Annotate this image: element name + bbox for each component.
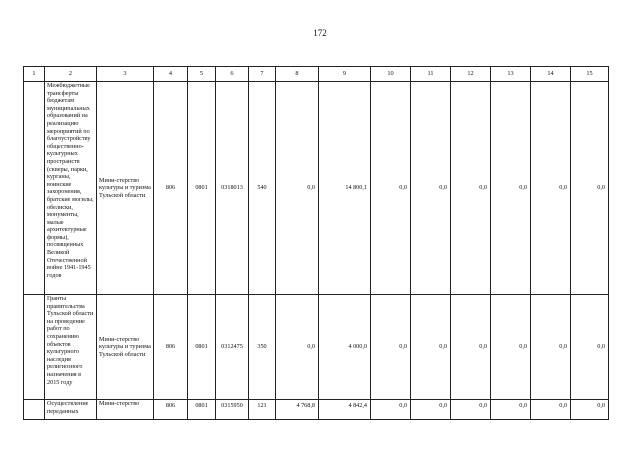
- cell-code-5: 0801: [188, 295, 216, 400]
- header-cell: 3: [97, 67, 154, 82]
- cell-value-8: 0,0: [276, 295, 319, 400]
- header-cell: 11: [411, 67, 451, 82]
- cell-value-11: 0,0: [411, 82, 451, 295]
- header-cell: 14: [531, 67, 571, 82]
- cell-value-12: 0,0: [451, 400, 491, 420]
- cell-code-7: 350: [249, 295, 276, 400]
- budget-table: [23, 66, 609, 420]
- row-name-cell: Осуществление переданных: [45, 400, 97, 420]
- page-number: 172: [313, 28, 327, 38]
- cell-value-9: 4 842,4: [319, 400, 371, 420]
- cell-value-15: 0,0: [571, 295, 609, 400]
- row-org-cell: Мини-стерство культуры и туризма Тульской области: [97, 82, 154, 295]
- cell-value-15: 0,0: [571, 82, 609, 295]
- header-cell: 15: [571, 67, 609, 82]
- cell-value-8: 4 768,8: [276, 400, 319, 420]
- cell-value-13: 0,0: [491, 400, 531, 420]
- cell-code-7: 121: [249, 400, 276, 420]
- cell-code-4: 806: [154, 400, 188, 420]
- row-name-cell: Межбюджетные трансферты бюджетам муниципальных образований на реализацию мероприятий по благоустройству общественно-культурных пространств (скверы, парки, курганы, воинские захоронения, братские могилы, обелиски, монументы, малые архитектурные формы), посвященных Великой Отечественной войне 1941-1945 годов: [45, 82, 97, 295]
- header-cell: 1: [24, 67, 45, 82]
- cell-code-7: 540: [249, 82, 276, 295]
- header-cell: 8: [276, 67, 319, 82]
- cell-value-9: 14 800,1: [319, 82, 371, 295]
- row-name-cell: Гранты правительства Тульской области на проведение работ по сохранению объектов культурного наследия религиозного назначения в 2015 году: [45, 295, 97, 400]
- header-cell: 7: [249, 67, 276, 82]
- cell-value-9: 4 000,0: [319, 295, 371, 400]
- row-index-cell: [24, 400, 45, 420]
- cell-value-10: 0,0: [371, 82, 411, 295]
- cell-code-6: 0318013: [216, 82, 249, 295]
- header-row: [24, 67, 609, 82]
- cell-value-12: 0,0: [451, 295, 491, 400]
- cell-value-14: 0,0: [531, 400, 571, 420]
- cell-code-6: 0315950: [216, 400, 249, 420]
- row-index-cell: [24, 82, 45, 295]
- cell-value-13: 0,0: [491, 82, 531, 295]
- table-row: [24, 82, 609, 295]
- row-org-cell: Мини-стерство культуры и туризма Тульской области: [97, 295, 154, 400]
- header-cell: 4: [154, 67, 188, 82]
- cell-value-14: 0,0: [531, 295, 571, 400]
- cell-value-11: 0,0: [411, 400, 451, 420]
- header-cell: 6: [216, 67, 249, 82]
- cell-value-14: 0,0: [531, 82, 571, 295]
- header-cell: 10: [371, 67, 411, 82]
- table-row: [24, 295, 609, 400]
- header-cell: 12: [451, 67, 491, 82]
- cell-value-12: 0,0: [451, 82, 491, 295]
- header-cell: 9: [319, 67, 371, 82]
- cell-value-10: 0,0: [371, 295, 411, 400]
- cell-value-8: 0,0: [276, 82, 319, 295]
- header-cell: 2: [45, 67, 97, 82]
- table-row: [24, 400, 609, 420]
- header-cell: 5: [188, 67, 216, 82]
- row-org-cell: Мини-стерство: [97, 400, 154, 420]
- cell-code-6: 0312475: [216, 295, 249, 400]
- cell-code-4: 806: [154, 82, 188, 295]
- cell-code-4: 806: [154, 295, 188, 400]
- cell-code-5: 0801: [188, 82, 216, 295]
- row-index-cell: [24, 295, 45, 400]
- cell-value-13: 0,0: [491, 295, 531, 400]
- cell-code-5: 0801: [188, 400, 216, 420]
- cell-value-15: 0,0: [571, 400, 609, 420]
- cell-value-10: 0,0: [371, 400, 411, 420]
- cell-value-11: 0,0: [411, 295, 451, 400]
- header-cell: 13: [491, 67, 531, 82]
